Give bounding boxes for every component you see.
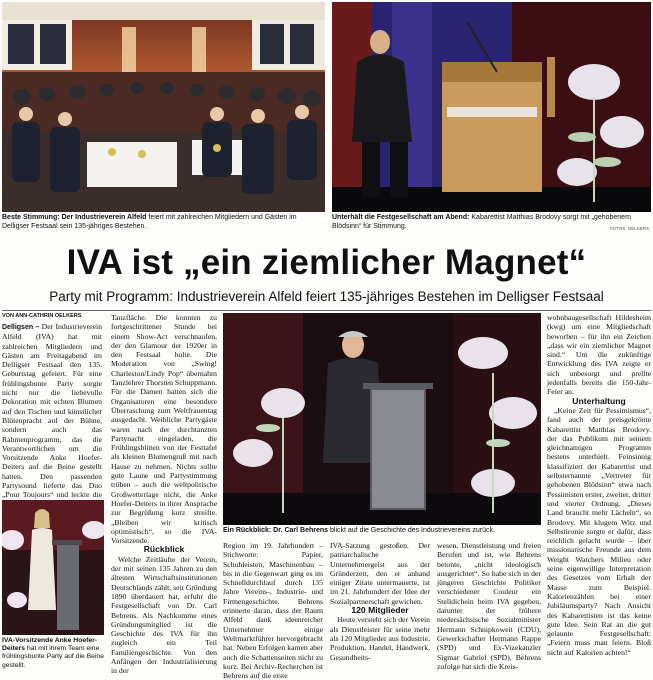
- caption-center-bold: Ein Rückblick: Dr. Carl Behrens: [223, 527, 329, 534]
- caption-top-right-bold: Unterhält die Festgesellschaft am Abend:: [332, 214, 470, 221]
- col6-text: wohnbaugesellschaft Hildesheim (kwg) um eine Mitgliedschaft beworben – für ihn ein Zeichen „dass wir ein ziemlicher Magnet sind.“ Um die zukünftige Entwicklung des IVA zeigte er sich unbesorgt und prellte jedenfalls bereits die 150-Jahr-Feier an.: [547, 313, 651, 397]
- caption-center: [223, 527, 541, 536]
- subhead-mitglieder: 120 Mitglieder: [351, 605, 409, 616]
- caption-top-left: [2, 214, 325, 231]
- photo-vorsitzende: [2, 500, 104, 635]
- subheadline: Party mit Programm: Industrieverein Alfeld feiert 135-jähriges Bestehen im Delligser Festsaal: [49, 289, 604, 304]
- article-column-3: [223, 541, 323, 680]
- photo-festsaal-audience: [2, 2, 325, 212]
- col5-text: wesen, Dienstleistung und freien Berufen und ist, wie Behrens betonte, „nicht ideologisch ausgerichtet“. So habe sich in der jüngeren Geschichte Politiker verschiedener Couleur ein Stelldichein beim IVA gegeben, darunter der frühere niedersächsische Sozialminister Hermann Schnipkoweit (CDU), Gewerkschafter Hermann Rappe (SPD) und Ex-Vizekanzler Sigmar Gabriel (SPD). Behrens zufolge hat sich die Kreis-: [437, 541, 541, 671]
- photo-redner: [223, 313, 541, 525]
- photo-credit: FOTOS: OELKERS: [609, 226, 649, 231]
- col4-text: IVA-Satzung gestoßen. Der patriarchalische Unternehmergeist aus der Gründerzeit, den er anhand einiger Zitate untermauerte, ist im 21. Jahrhundert der Idee der Sozialpartnerschaft gewichen.: [330, 541, 430, 606]
- caption-top-right: [332, 214, 651, 231]
- col3-text: Region im 19. Jahrhundert – Stichworte: Papier, Schuhleisten, Maschinenbau – bis in die Gegenwart ging es im Schnelldurchlauf durch 135 Jahre Vereins-, Industrie- und Firmengeschichte. Behrens erinnerte daran, dass der Raum Alfeld dank ideenreicher Unternehmer einige Weltmarktführer hervorgebracht hat. Neben Erfolgen kamen aber auch die Schattenseiten nicht zu kurz. Bei Archiv-Recherchen ist Behrens auf die erste: [223, 541, 323, 680]
- caption-left-text: hat mit ihrem Team eine frühlingsbunte Party auf die Beine gestellt.: [2, 645, 105, 669]
- col1-text: Der Industrieverein Alfeld (IVA) hat mit zahlreichen Mitgliedern und Gästen am Freitagabend im Delligser Festsaal den 135. Geburtstag gefeiert. Für eine frühlingsbunte Party sorgte nicht nur die liebevolle Dekoration mit echten Blumen auf den Tischen und künstlicher Blütenpracht auf der Bühne, sondern auch das Rahmenprogramm, das die Verantwortlichen um die Vorsitzende Anke Hoefer-Deiters auf die Beine gestellt hatten. Den passenden Partysound lieferte das Duo „Pour Toujours“ und leckte die: [2, 322, 102, 500]
- caption-left: [2, 637, 106, 670]
- caption-left-bold: IVA-Vorsitzende Anke Hoefer-Deiters: [2, 637, 98, 653]
- subhead-unterhaltung: Unterhaltung: [572, 395, 626, 406]
- col2-text: Tanzfläche. Die konnten zu fortgeschrittener Stunde bei einem Show-Act verschnaufen, der den Glamour der 1920er in den Festsaal holte. Die Moderation von „Swing! Charleston/Lindy Pop“ übernahm Tanzlehrer Thorsten Schuppmann. Für die Damen hatten sich die Organisatoren eine besondere Überraschung zum Weltfrauentag ausgedacht. Weibliche Partygäste waren nach der durchtanzten Partynacht eingeladen, die Frühlingsblüten von der Festtafel als kleinen Blumengruß mit nach Hause zu nehmen. Nichts sollte gute Laune und Partystimmung trüben – auch die weltpolitische Großwetterlage nicht, die Anke Hoefer-Deiters in ihrer Ansprache zur Begrüßung kurz streifte. „Bleiben wir kritisch optimistisch“, so die IVA-Vorsitzende.: [111, 313, 217, 546]
- col4-text2: Heute versteht sich der Verein als Dienstleister für seine mehr als 120 Mitglieder aus Industrie, Produktion, Handel, Handwerk, Gesundheits-: [330, 615, 430, 662]
- divider: [2, 310, 651, 311]
- subhead-rueckblick: Rückblick: [143, 544, 185, 555]
- article-column-2: [111, 313, 217, 676]
- caption-top-right-text: Kabarettist Matthias Brodovy sorgt mit „gehobenem Blödsinn“ für Stimmung.: [332, 214, 631, 230]
- caption-top-left-text: feiert mit zahlreichen Mitgliedern und Gästen im Delligser Festsaal sein 135-jähriges Bestehen.: [2, 214, 297, 230]
- col2-text2: Welche Zeitläufte der Verein, der mit seinen 135 Jahren zu den ältesten Wirtschaftsinstitutionen Deutschlands zählt, seit Gründung 1890 überdauert hat, erfuhr die Festgesellschaft von Dr. Carl Behrens. Als Nachkomme eines Gründungsmitglied ist die Geschichte des IVA für ihn zugleich ein Teil Familiengeschichte. Von den Anfängen der Industrialisierung in der: [111, 554, 217, 676]
- article-column-5: [437, 541, 541, 671]
- byline: VON ANN-CATHRIN OELKERS: [2, 313, 82, 319]
- article-column-4: [330, 541, 430, 662]
- headline: IVA ist „ein ziemlicher Magnet“: [66, 243, 587, 282]
- photo-kabarettist-piano: [332, 2, 651, 212]
- col6-text2: „Keine Zeit für Pessimismus“, fand auch der preisgekrönte Kabarettist Matthias Brodovy. der das Publikum mit seinem gleichnamigen Programm bestens unterhielt. Feinsinnig klassifiziert der Kabarettist und selbsternannte „Vertreter für gehobenen Blödsinn“ etwa nach Pessimisten erster, zweiter, dritter und vierter Ordnung. „Dieses Land braucht mehr Lächeln“, so Brodovy. Mit klugem Witz und Selbstironie sorgte er dafür, dass reichlich gelacht wurde – über missionarische Freunde aus dem Weight Watchers Milieu oder seine eigenwillige Interpretation des Gesetzes vom Erhalt der Masse zum Beispiel. Kalorienzählen bei einer Jubiläumsparty? Nach Ansicht des Kabarettisten ist das keine gute Idee. Sein Rat an die gut gelaunte Festgesellschaft: „Feiern muss man feiern. Bloß nicht auf Kalorien achten!“: [547, 405, 651, 657]
- caption-top-left-bold: Beste Stimmung: Der Industrieverein Alfeld: [2, 214, 147, 221]
- article-column-1: [2, 322, 102, 509]
- caption-center-text: blickt auf die Geschichte des Industrievereins zurück.: [330, 527, 495, 534]
- article-column-6: [547, 313, 651, 657]
- dateline: Delligsen –: [2, 324, 40, 331]
